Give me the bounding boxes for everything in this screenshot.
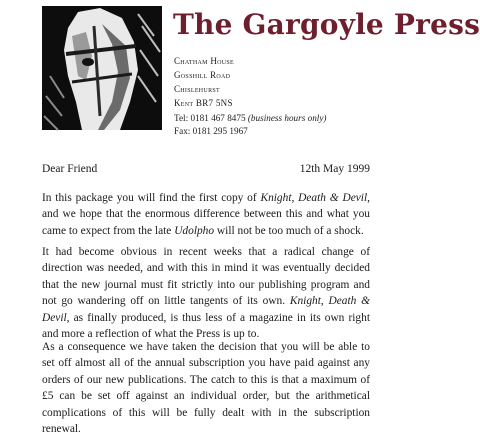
paragraph-text: It had become obvious in recent weeks that a radical change of direction was needed, and with this in mind it was eventually decided that the new journal must fit strictly into our publishing program and not go wandering off on little tangents of its own. [42, 246, 370, 308]
fax-line: Fax: 0181 295 1967 [174, 126, 248, 136]
paragraph-3: As a consequence we have taken the decision that you will be able to set off almost all of the annual subscription you have paid against any orders of our new publications. The catch to this is that a maximum of £5 can be set off against an individual order, but the arithmetical complications of this will be fully dealt with in the subscription renewal. [42, 341, 370, 436]
journal-title: Knight, Death & Devil [260, 192, 368, 204]
contact-block [174, 112, 326, 138]
paragraph-text: , as finally produced, is thus less of a magazine in its own right and more a reflection of what the Press is up to. [42, 311, 370, 341]
horse-engraving-icon [42, 6, 162, 130]
paragraph-text: , and we hope that the enormous difference between this and what you came to expect from the late [42, 192, 370, 237]
press-title: The Gargoyle Press [173, 8, 480, 41]
journal-title: Knight, Death & Devil [42, 295, 370, 324]
address-block [174, 54, 234, 110]
paragraph-2 [42, 244, 370, 342]
letter-date: 12th May 1999 [299, 163, 370, 175]
address-line: Chatham House [174, 56, 234, 66]
paragraph-text: will not be too much of a shock. [214, 224, 364, 237]
paragraph-1 [42, 190, 370, 239]
telephone-note: (business hours only) [247, 113, 327, 123]
address-line: Kent BR7 5NS [174, 98, 233, 108]
address-line: Chislehurst [174, 84, 220, 94]
salutation: Dear Friend [42, 163, 98, 175]
address-line: Gosshill Road [174, 70, 231, 80]
paragraph-text: In this package you will find the first copy of [42, 192, 261, 204]
letterhead-engraving [42, 6, 162, 130]
former-journal-title: Udolpho [174, 224, 215, 237]
telephone-line [174, 112, 326, 125]
telephone-number: Tel: 0181 467 8475 [174, 113, 246, 123]
